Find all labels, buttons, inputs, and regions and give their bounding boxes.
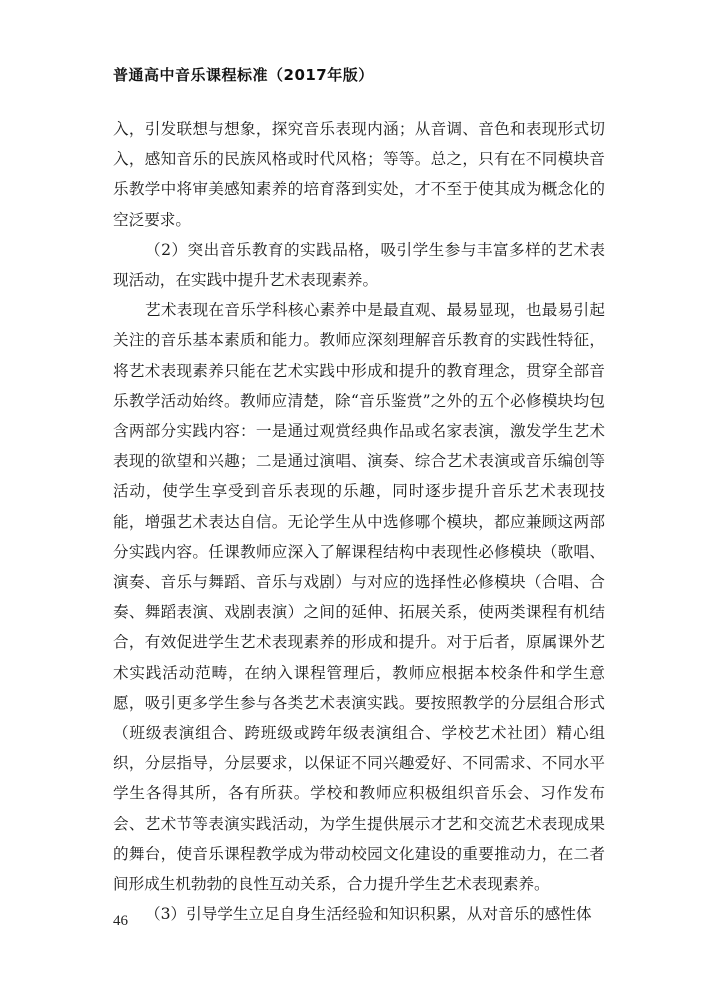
paragraph-art-expression: 艺术表现在音乐学科核心素养中是最直观、最易显现，也最易引起关注的音乐基本素质和能力。教师应深刻理解音乐教育的实践性特征，将艺术表现素养只能在艺术实践中形成和提升的教育理念，贯穿全部音乐教学活动始终。教师应清楚，除“音乐鉴赏”之外的五个必修模块均包含两部分实践内容：一是通过观赏经典作品或名家表演，激发学生艺术表现的欲望和兴趣；二是通过演唱、演奏、综合艺术表演或音乐编创等活动，使学生享受到音乐表现的乐趣，同时逐步提升音乐艺术表现技能，增强艺术表达自信。无论学生从中选修哪个模块，都应兼顾这两部分实践内容。任课教师应深入了解课程结构中表现性必修模块（歌唱、演奏、音乐与舞蹈、音乐与戏剧）与对应的选择性必修模块（合唱、合奏、舞蹈表演、戏剧表演）之间的延伸、拓展关系，使两类课程有机结合，有效促进学生艺术表现素养的形成和提升。对于后者，原属课外艺术实践活动范畴，在纳入课程管理后，教师应根据本校条件和学生意愿，吸引更多学生参与各类艺术表演实践。要按照教学的分层组合形式（班级表演组合、跨班级或跨年级表演组合、学校艺术社团）精心组织，分层指导，分层要求，以保证不同兴趣爱好、不同需求、不同水平学生各得其所，各有所获。学校和教师应积极组织音乐会、习作发布会、艺术节等表演实践活动，为学生提供展示才艺和交流艺术表现成果的舞台，使音乐课程教学成为带动校园文化建设的重要推动力，在二者间形成生机勃勃的良性互动关系，合力提升学生艺术表现素养。 [113, 301, 605, 894]
paragraph-continuation: 入，引发联想与想象，探究音乐表现内涵；从音调、音色和表现形式切入，感知音乐的民族风格或时代风格；等等。总之，只有在不同模块音乐教学中将审美感知素养的培育落到实处，才不至于使其成为概念化的空泛要求。 [113, 120, 605, 229]
running-header: 普通高中音乐课程标准（2017年版） [113, 66, 374, 84]
body-text [113, 114, 605, 929]
paragraph-heading-2: （2）突出音乐教育的实践品格，吸引学生参与丰富多样的艺术表现活动，在实践中提升艺术表现素养。 [113, 240, 605, 290]
paragraph-heading-3: （3）引导学生立足自身生活经验和知识积累，从对音乐的感性体 [145, 905, 592, 924]
page-number: 46 [113, 913, 128, 929]
